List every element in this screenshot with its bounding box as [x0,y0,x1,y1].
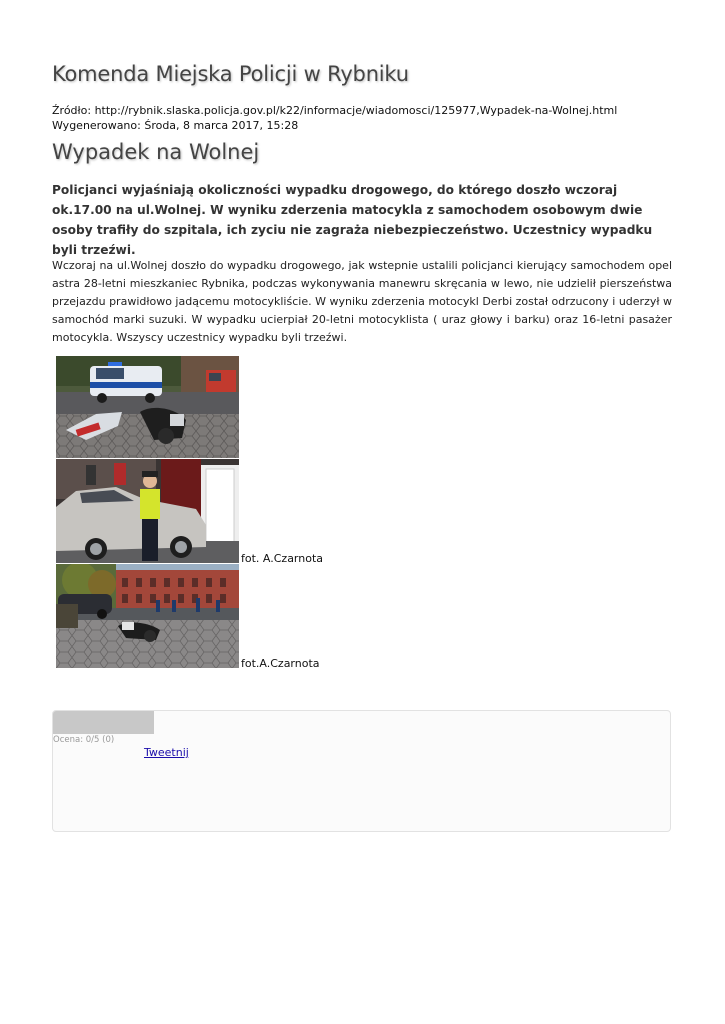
article-body: Wczoraj na ul.Wolnej doszło do wypadku drogowego, jak wstepnie ustalili policjanci kierujący samochodem opel astra 28-letni mieszkaniec Rybnika, podczas wykonywania manewru skręcania w lewo, nie udzielił pierszeństwa przejazdu prawidłowo jadącemu motocykliście. W wyniku zderzenia motocykl Derbi został odrzucony i uderzył w samochód marki suzuki. W wypadku ucierpiał 20-letni motocyklista ( uraz głowy i barku) oraz 16-letni pasażer motocykla. Wszyscy uczestnicy wypadku byli trzeźwi. [52,259,672,344]
photo-caption: fot. A.Czarnota [241,552,324,565]
photo-caption: fot.A.Czarnota [241,657,320,670]
accident-photo-police-car [56,356,239,458]
rating-bar[interactable] [53,711,154,734]
accident-photo-scene [56,564,239,668]
tweet-link[interactable]: Tweetnij [144,746,189,759]
rating-score: Ocena: 0/5 (0) [53,735,115,745]
article-title: Wypadek na Wolnej [52,140,260,164]
rating-panel [52,710,671,832]
generated-line: Wygenerowano: Środa, 8 marca 2017, 15:28 [52,119,299,132]
article-lead: Policjanci wyjaśniają okoliczności wypadku drogowego, do którego doszło wczoraj ok.17.00 na ul.Wolnej. W wyniku zderzenia matocykla z samochodem osobowym dwie osoby trafiły do szpitala, ich zyciu nie zagraża niebezpieczeństwo. Uczestnicy wypadku byli trzeźwi. [52,183,653,257]
document-meta [52,103,617,133]
source-line: Źródło: http://rybnik.slaska.policja.gov.pl/k22/informacje/wiadomosci/125977,Wypadek-na-Wolnej.html [52,104,618,117]
site-title: Komenda Miejska Policji w Rybniku [52,62,409,86]
accident-photo-officer-car [56,459,239,563]
